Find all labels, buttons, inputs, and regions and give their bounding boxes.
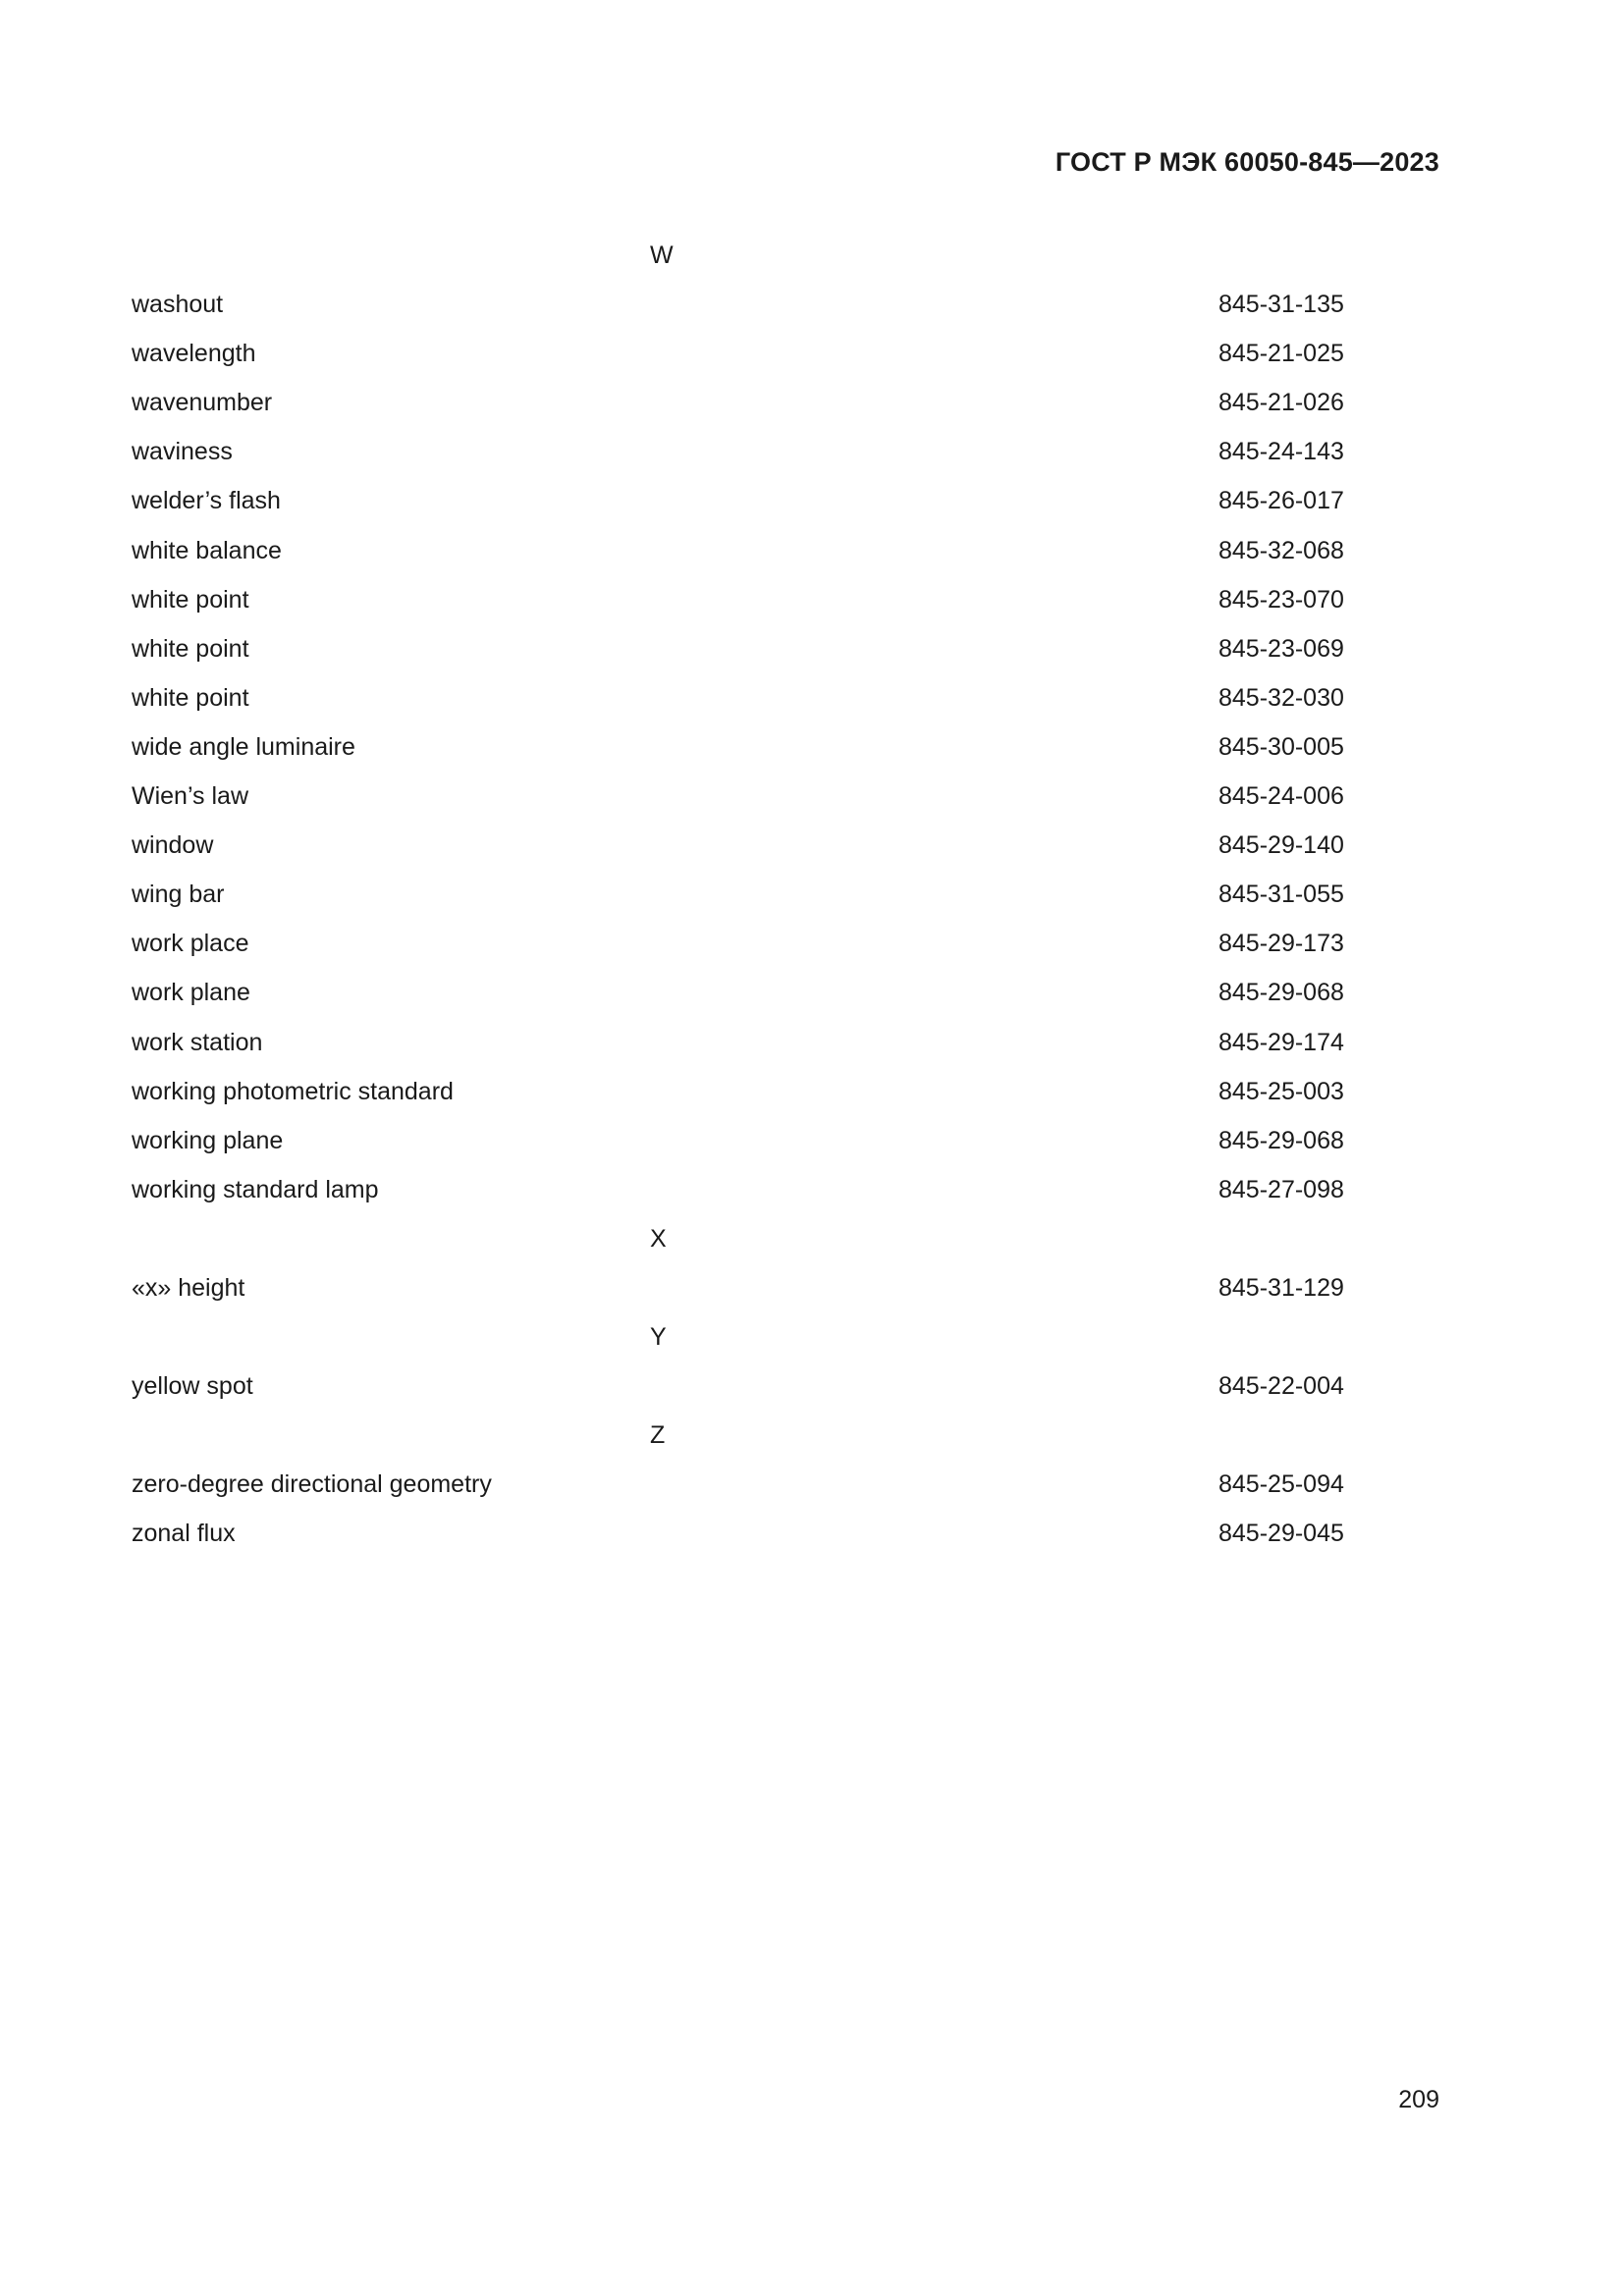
index-term-code: 845-31-129	[1218, 1273, 1344, 1302]
index-entry	[132, 773, 1349, 822]
letter-heading-text: Y	[650, 1323, 667, 1352]
index-term-code: 845-29-173	[1218, 930, 1344, 958]
index-entry	[132, 1019, 1349, 1068]
index-entry	[132, 428, 1349, 477]
index-entry	[132, 379, 1349, 428]
index-term-code: 845-23-069	[1218, 634, 1344, 663]
index-term: Wien’s law	[132, 782, 249, 811]
index-term: zonal flux	[132, 1520, 236, 1548]
index-entry	[132, 576, 1349, 625]
index-entry	[132, 674, 1349, 723]
index-term: working standard lamp	[132, 1175, 379, 1203]
index-entry	[132, 1117, 1349, 1166]
index-term: work plane	[132, 979, 250, 1007]
index-term: white point	[132, 585, 249, 614]
index-entry	[132, 281, 1349, 330]
index-term-code: 845-29-045	[1218, 1520, 1344, 1548]
index-term-code: 845-25-094	[1218, 1470, 1344, 1499]
letter-heading-text: Z	[650, 1421, 666, 1450]
index-letter-heading	[132, 1215, 1349, 1264]
index-term-code: 845-25-003	[1218, 1077, 1344, 1105]
index-term: wide angle luminaire	[132, 732, 355, 761]
index-term: working photometric standard	[132, 1077, 454, 1105]
index-term-code: 845-26-017	[1218, 487, 1344, 515]
index-term: working plane	[132, 1126, 284, 1154]
letter-heading-text: W	[650, 241, 674, 269]
index-term: white balance	[132, 536, 282, 564]
index-term: wing bar	[132, 881, 225, 909]
index-term-code: 845-21-026	[1218, 389, 1344, 417]
index-term-code: 845-24-006	[1218, 782, 1344, 811]
index-entry	[132, 477, 1349, 526]
index-term-code: 845-21-025	[1218, 340, 1344, 368]
index-term-code: 845-22-004	[1218, 1372, 1344, 1401]
index-term: wavelength	[132, 340, 256, 368]
index-term-code: 845-31-135	[1218, 291, 1344, 319]
index-term-code: 845-27-098	[1218, 1175, 1344, 1203]
index-term-code: 845-29-140	[1218, 831, 1344, 860]
index-term-code: 845-32-068	[1218, 536, 1344, 564]
index-term: work place	[132, 930, 249, 958]
index-term: welder’s flash	[132, 487, 281, 515]
index-term: zero-degree directional geometry	[132, 1470, 492, 1499]
alphabetical-index	[132, 232, 1349, 1560]
index-entry	[132, 822, 1349, 871]
index-entry	[132, 871, 1349, 920]
index-term: «x» height	[132, 1273, 245, 1302]
index-entry	[132, 969, 1349, 1018]
index-entry	[132, 723, 1349, 773]
index-entry	[132, 1264, 1349, 1313]
index-letter-heading	[132, 232, 1349, 281]
page-number: 209	[1398, 2086, 1439, 2113]
index-term: white point	[132, 683, 249, 712]
index-letter-heading	[132, 1313, 1349, 1362]
index-term: washout	[132, 291, 224, 319]
document-header: ГОСТ Р МЭК 60050-845—2023	[1055, 147, 1439, 177]
index-term: work station	[132, 1028, 263, 1056]
index-term: waviness	[132, 438, 233, 466]
index-entry	[132, 625, 1349, 674]
index-term: wavenumber	[132, 389, 273, 417]
index-term-code: 845-31-055	[1218, 881, 1344, 909]
index-term: white point	[132, 634, 249, 663]
index-term-code: 845-29-068	[1218, 1126, 1344, 1154]
index-entry	[132, 1461, 1349, 1510]
index-term-code: 845-29-174	[1218, 1028, 1344, 1056]
index-entry	[132, 1510, 1349, 1559]
index-entry	[132, 1068, 1349, 1117]
index-term: window	[132, 831, 214, 860]
index-entry	[132, 330, 1349, 379]
index-entry	[132, 527, 1349, 576]
index-term-code: 845-29-068	[1218, 979, 1344, 1007]
index-term-code: 845-23-070	[1218, 585, 1344, 614]
index-term-code: 845-24-143	[1218, 438, 1344, 466]
index-term-code: 845-32-030	[1218, 683, 1344, 712]
letter-heading-text: X	[650, 1224, 667, 1253]
index-term-code: 845-30-005	[1218, 732, 1344, 761]
index-entry	[132, 1166, 1349, 1215]
index-entry	[132, 920, 1349, 969]
index-term: yellow spot	[132, 1372, 253, 1401]
index-letter-heading	[132, 1412, 1349, 1461]
index-entry	[132, 1362, 1349, 1412]
